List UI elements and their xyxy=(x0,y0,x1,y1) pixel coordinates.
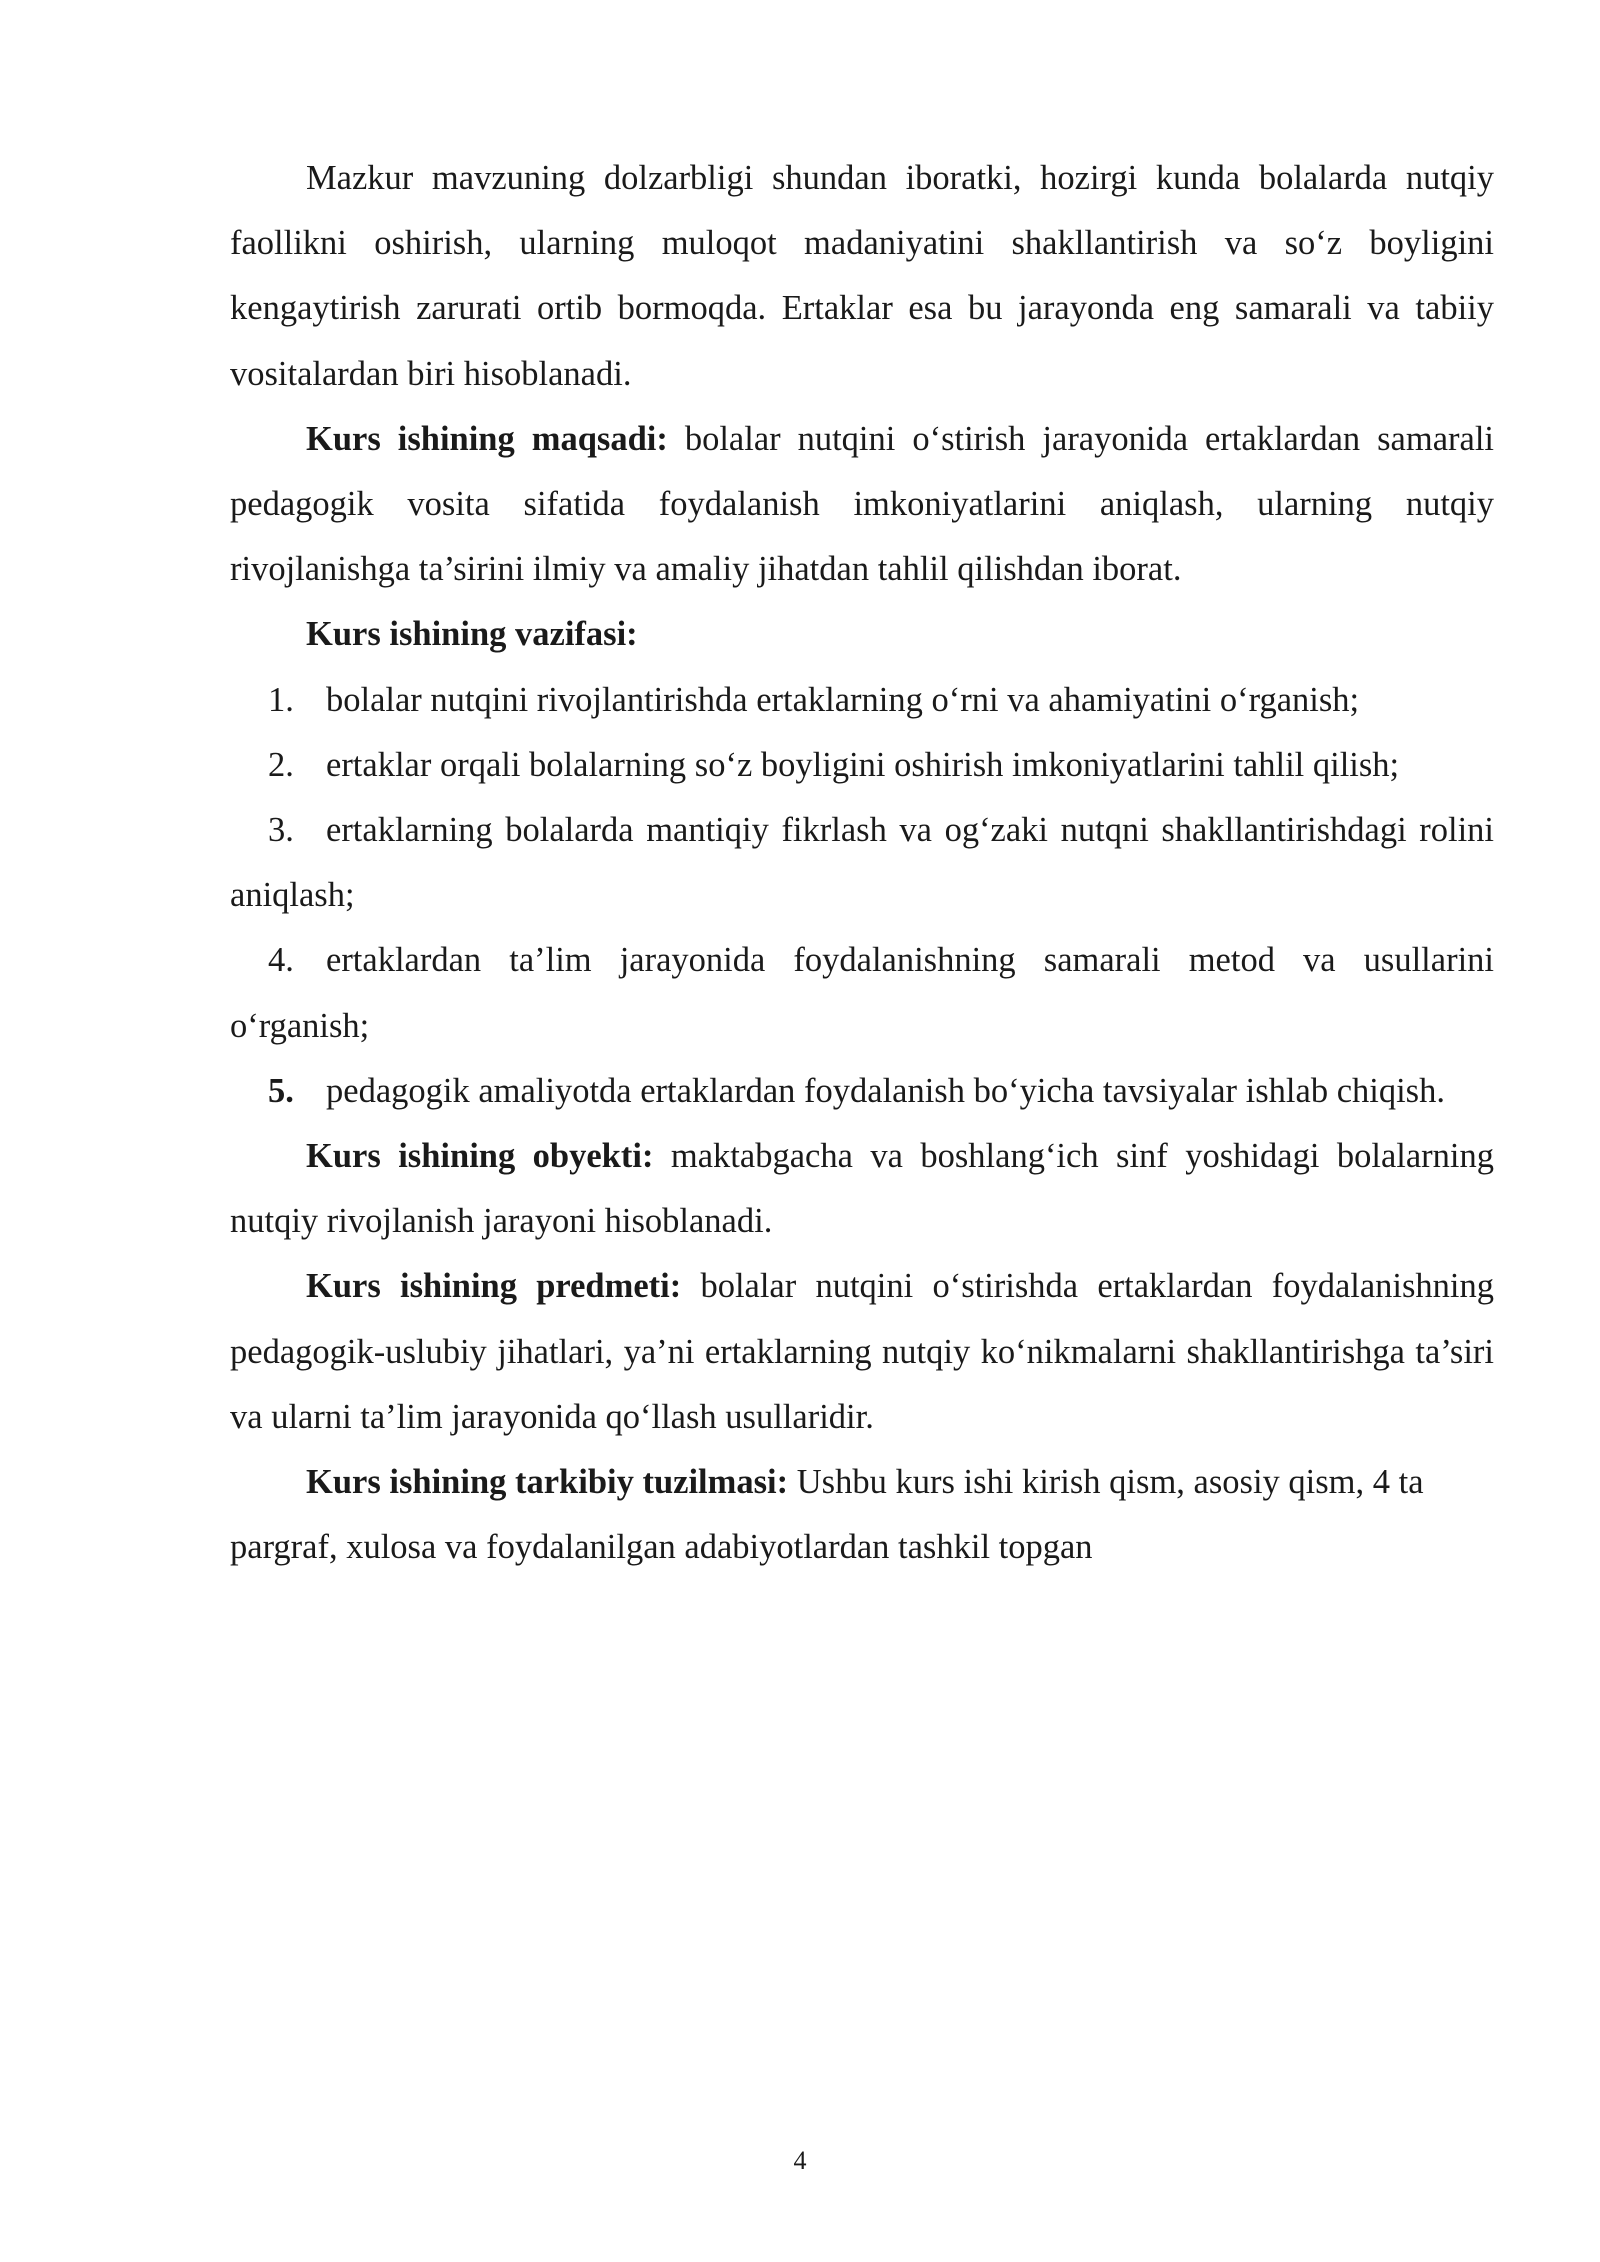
object-label: Kurs ishining obyekti: xyxy=(306,1137,654,1176)
list-item-number: 1. xyxy=(268,680,294,719)
list-item-number: 4. xyxy=(268,941,294,980)
list-item xyxy=(230,798,1494,928)
list-item-number: 5. xyxy=(268,1071,294,1110)
list-item-text: pedagogik amaliyotda ertaklardan foydalanish bo‘yicha tavsiyalar ishlab chiqish. xyxy=(326,1071,1445,1110)
subject-text: bolalar nutqini o‘stirishda ertaklardan foydalanishning pedagogik-uslubiy jihatlari, ya’ni ertaklarning nutqiy ko‘nikmalarni shakllantirishga ta’siri va ularni ta’lim jarayonida qo‘llash usullaridir. xyxy=(230,1267,1495,1436)
list-item-number: 3. xyxy=(268,811,294,850)
page-number: 4 xyxy=(793,2146,807,2175)
subject-paragraph xyxy=(230,1254,1494,1450)
relevance-paragraph: Mazkur mavzuning dolzarbligi shundan iboratki, hozirgi kunda bolalarda nutqiy faollikni oshirish, ularning muloqot madaniyatini shakllantirish va so‘z boyligini kengaytirish zarurati ortib bormoqda. Ertaklar esa bu jarayonda eng samarali va tabiiy vositalardan biri hisoblanadi. xyxy=(230,159,1494,393)
object-text: maktabgacha va boshlang‘ich sinf yoshidagi bolalarning nutqiy rivojlanish jarayoni hisoblanadi. xyxy=(230,1137,1494,1241)
list-item-text: bolalar nutqini rivojlantirishda ertaklarning o‘rni va ahamiyatini o‘rganish; xyxy=(326,680,1360,719)
goal-paragraph xyxy=(230,407,1494,603)
structure-text: Ushbu kurs ishi kirish qism, asosiy qism, 4 ta pargraf, xulosa va foydalanilgan adabiyotlardan tashkil topgan xyxy=(230,1463,1424,1567)
goal-text: bolalar nutqini o‘stirish jarayonida ertaklardan samarali pedagogik vosita sifatida foydalanish imkoniyatlarini aniqlash, ularning nutqiy rivojlanishga ta’sirini ilmiy va amaliy jihatdan tahlil qilishdan iborat. xyxy=(230,419,1494,589)
object-paragraph xyxy=(230,1124,1494,1254)
subject-label: Kurs ishining predmeti: xyxy=(306,1267,682,1306)
list-item-text: ertaklar orqali bolalarning so‘z boyligini oshirish imkoniyatlarini tahlil qilish; xyxy=(326,745,1400,784)
page-body xyxy=(230,146,1494,1580)
list-item-number: 2. xyxy=(268,745,294,784)
list-item-text: ertaklarning bolalarda mantiqiy fikrlash va og‘zaki nutqni shakllantirishdagi rolini aniqlash; xyxy=(230,811,1494,915)
list-item xyxy=(230,1059,1494,1124)
list-item xyxy=(230,668,1494,733)
tasks-label: Kurs ishining vazifasi: xyxy=(306,615,638,654)
tasks-heading xyxy=(230,602,1494,667)
list-item-text: ertaklardan ta’lim jarayonida foydalanishning samarali metod va usullarini o‘rganish; xyxy=(230,941,1494,1045)
list-item xyxy=(230,928,1494,1058)
structure-label: Kurs ishining tarkibiy tuzilmasi: xyxy=(306,1463,789,1502)
structure-paragraph xyxy=(230,1450,1494,1580)
list-item xyxy=(230,733,1494,798)
goal-label: Kurs ishining maqsadi: xyxy=(306,419,668,458)
